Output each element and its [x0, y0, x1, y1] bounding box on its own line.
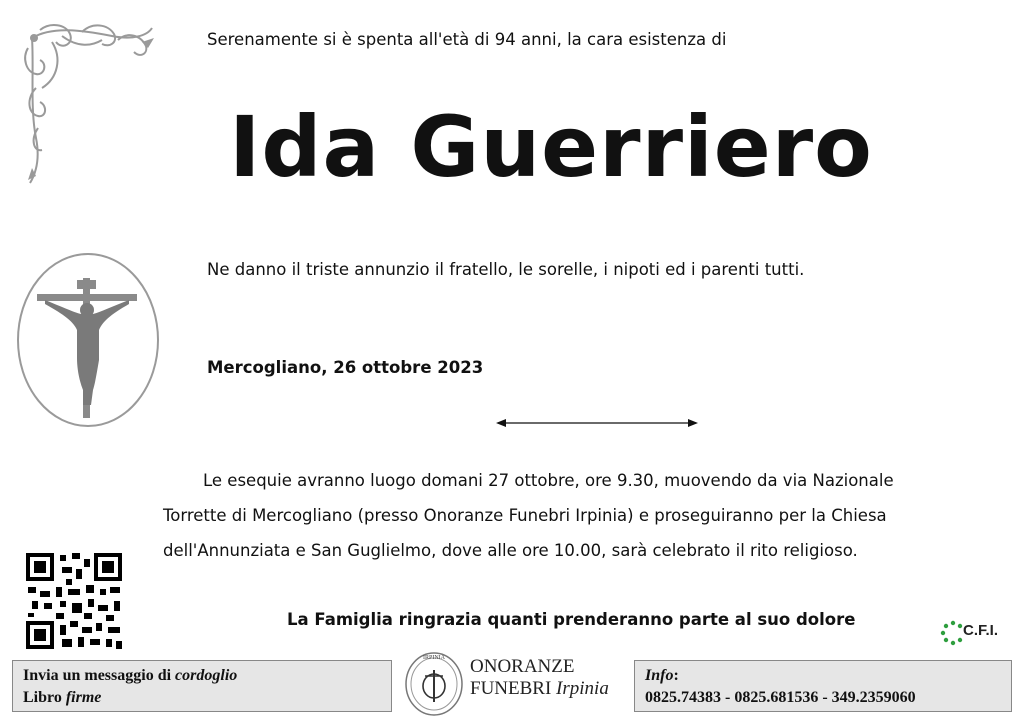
funeral-line: Torrette di Mercogliano (presso Onoranze Funebri Irpinia) e proseguiranno per la Chiesa: [163, 506, 887, 525]
phone-numbers[interactable]: 0825.74383 - 0825.681536 - 349.2359060: [645, 689, 916, 706]
funeral-line: dell'Annunziata e San Guglielmo, dove alle ore 10.00, sarà celebrato il rito religioso.: [163, 541, 858, 560]
condolence-box[interactable]: [12, 660, 392, 712]
announcement-text: Ne danno il triste annunzio il fratello, le sorelle, i nipoti ed i parenti tutti.: [207, 260, 805, 279]
intro-text: Serenamente si è spenta all'età di 94 anni, la cara esistenza di: [207, 30, 727, 49]
agency-logo-icon: [403, 646, 465, 718]
info-label: Info:: [645, 667, 679, 684]
agency-logo-text: IRPINIA: [423, 655, 445, 661]
family-thanks: La Famiglia ringrazia quanti prenderanno parte al suo dolore: [287, 610, 856, 629]
funeral-line: Le esequie avranno luogo domani 27 ottobre, ore 9.30, muovendo da via Nazionale: [203, 471, 894, 490]
guestbook-link[interactable]: Libro firme: [23, 689, 102, 706]
funeral-details: [163, 463, 1003, 568]
deceased-name: Ida Guerriero: [229, 98, 873, 196]
cfi-logo-text: C.F.I.: [963, 622, 999, 639]
agency-name: ONORANZE FUNEBRI Irpinia: [470, 656, 609, 699]
condolence-link[interactable]: Invia un messaggio di cordoglio: [23, 667, 238, 684]
qr-code-icon[interactable]: [26, 553, 122, 649]
place-date: Mercogliano, 26 ottobre 2023: [207, 358, 484, 377]
crucifix-icon: [15, 250, 161, 430]
divider-arrow-icon: [494, 416, 700, 430]
info-box: [634, 660, 1012, 712]
